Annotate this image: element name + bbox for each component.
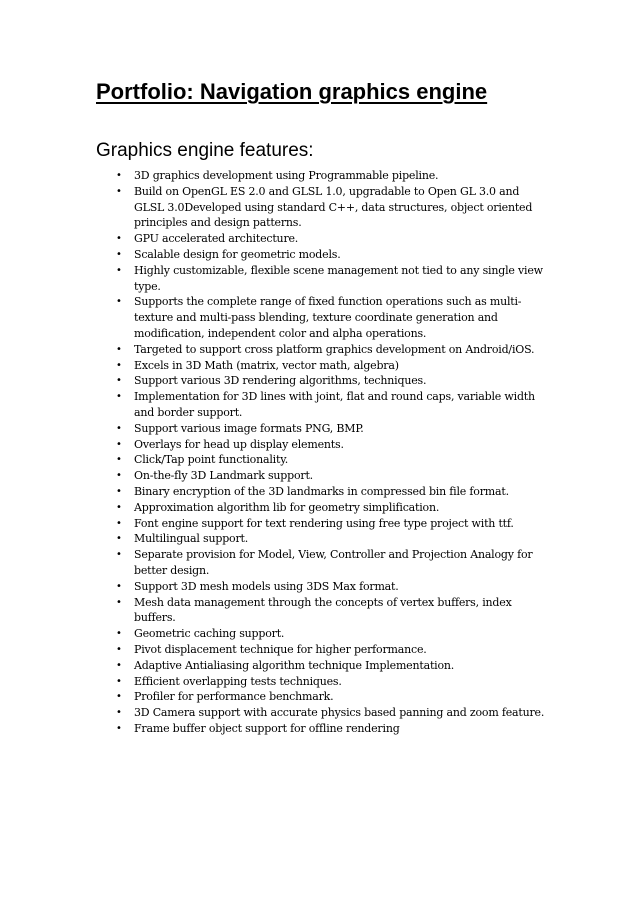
bullet-icon: • bbox=[116, 470, 122, 482]
feature-text: Highly customizable, flexible scene management not tied to any single view type. bbox=[134, 263, 543, 293]
bullet-icon: • bbox=[116, 391, 122, 403]
bullet-icon: • bbox=[116, 517, 122, 529]
bullet-icon: • bbox=[116, 501, 122, 513]
feature-text: On-the-fly 3D Landmark support. bbox=[134, 469, 313, 483]
feature-text: Adaptive Antialiasing algorithm technique Implementation. bbox=[134, 658, 455, 672]
list-item bbox=[96, 721, 551, 737]
feature-text: Pivot displacement technique for higher performance. bbox=[134, 642, 427, 656]
feature-text: Click/Tap point functionality. bbox=[134, 453, 289, 467]
bullet-icon: • bbox=[116, 185, 122, 197]
feature-text: Build on OpenGL ES 2.0 and GLSL 1.0, upgradable to Open GL 3.0 and GLSL 3.0Developed using standard C++, data structures, object oriented principles and design patterns. bbox=[134, 184, 533, 230]
feature-text: Multilingual support. bbox=[134, 532, 249, 546]
feature-text: Font engine support for text rendering using free type project with ttf. bbox=[134, 516, 514, 530]
page-title: Portfolio: Navigation graphics engine bbox=[96, 79, 488, 104]
bullet-icon: • bbox=[116, 170, 122, 181]
list-item bbox=[96, 231, 551, 247]
feature-text: Separate provision for Model, View, Controller and Projection Analogy for better design. bbox=[134, 548, 533, 577]
feature-text: Geometric caching support. bbox=[134, 627, 285, 641]
bullet-icon: • bbox=[116, 485, 122, 497]
feature-text: GPU accelerated architecture. bbox=[134, 232, 299, 246]
bullet-icon: • bbox=[116, 628, 122, 640]
list-item bbox=[96, 484, 551, 500]
feature-text: Profiler for performance benchmark. bbox=[134, 690, 334, 704]
bullet-icon: • bbox=[116, 533, 122, 545]
bullet-icon: • bbox=[116, 296, 122, 308]
list-item bbox=[96, 705, 551, 721]
list-item bbox=[96, 263, 551, 295]
list-item bbox=[96, 516, 551, 532]
feature-text: 3D graphics development using Programmable pipeline. bbox=[134, 169, 439, 182]
list-item bbox=[96, 294, 551, 341]
feature-text: Support 3D mesh models using 3DS Max format. bbox=[134, 579, 399, 593]
list-item bbox=[96, 642, 551, 658]
list-item bbox=[96, 500, 551, 516]
feature-text: Mesh data management through the concepts of vertex buffers, index buffers. bbox=[134, 595, 512, 625]
list-item bbox=[96, 531, 551, 547]
bullet-icon: • bbox=[116, 691, 122, 703]
bullet-icon: • bbox=[116, 675, 122, 687]
list-item bbox=[96, 674, 551, 690]
feature-text: Approximation algorithm lib for geometry simplification. bbox=[134, 500, 440, 514]
feature-text: Supports the complete range of fixed function operations such as multi-texture and multi-pass blending, texture coordinate generation and modification, independent color and alpha operations. bbox=[134, 295, 522, 340]
list-item bbox=[96, 421, 551, 437]
feature-text: Overlays for head up display elements. bbox=[134, 437, 344, 451]
bullet-icon: • bbox=[116, 422, 122, 434]
list-item bbox=[96, 595, 551, 627]
feature-text: Implementation for 3D lines with joint, flat and round caps, variable width and border support. bbox=[134, 390, 535, 419]
list-item bbox=[96, 689, 551, 705]
list-item bbox=[96, 358, 551, 374]
list-item bbox=[96, 247, 551, 263]
bullet-icon: • bbox=[116, 596, 122, 608]
list-item bbox=[96, 658, 551, 674]
bullet-icon: • bbox=[116, 343, 122, 355]
list-item bbox=[96, 168, 551, 184]
list-item bbox=[96, 437, 551, 453]
bullet-icon: • bbox=[116, 722, 122, 734]
list-item bbox=[96, 184, 551, 231]
section-heading: Graphics engine features: bbox=[96, 140, 314, 161]
list-item bbox=[96, 342, 551, 358]
bullet-icon: • bbox=[116, 264, 122, 276]
feature-text: Excels in 3D Math (matrix, vector math, algebra) bbox=[134, 358, 399, 372]
bullet-icon: • bbox=[116, 549, 122, 561]
list-item bbox=[96, 452, 551, 468]
list-item bbox=[96, 626, 551, 642]
bullet-icon: • bbox=[116, 643, 122, 655]
bullet-icon: • bbox=[116, 438, 122, 450]
feature-text: Support various image formats PNG, BMP. bbox=[134, 421, 364, 435]
bullet-icon: • bbox=[116, 248, 122, 260]
feature-text: Scalable design for geometric models. bbox=[134, 247, 341, 261]
bullet-icon: • bbox=[116, 233, 122, 245]
feature-list bbox=[96, 168, 551, 737]
bullet-icon: • bbox=[116, 375, 122, 387]
list-item bbox=[96, 389, 551, 421]
bullet-icon: • bbox=[116, 580, 122, 592]
feature-text: Efficient overlapping tests techniques. bbox=[134, 674, 342, 688]
feature-text: Binary encryption of the 3D landmarks in compressed bin file format. bbox=[134, 484, 509, 498]
feature-text: Targeted to support cross platform graphics development on Android/iOS. bbox=[134, 342, 535, 356]
bullet-icon: • bbox=[116, 659, 122, 671]
feature-text: Frame buffer object support for offline rendering bbox=[134, 721, 400, 735]
bullet-icon: • bbox=[116, 454, 122, 466]
feature-text: 3D Camera support with accurate physics based panning and zoom feature. bbox=[134, 706, 545, 720]
list-item bbox=[96, 468, 551, 484]
feature-text: Support various 3D rendering algorithms, techniques. bbox=[134, 374, 427, 388]
bullet-icon: • bbox=[116, 707, 122, 719]
list-item bbox=[96, 373, 551, 389]
list-item bbox=[96, 547, 551, 579]
list-item bbox=[96, 579, 551, 595]
bullet-icon: • bbox=[116, 359, 122, 371]
